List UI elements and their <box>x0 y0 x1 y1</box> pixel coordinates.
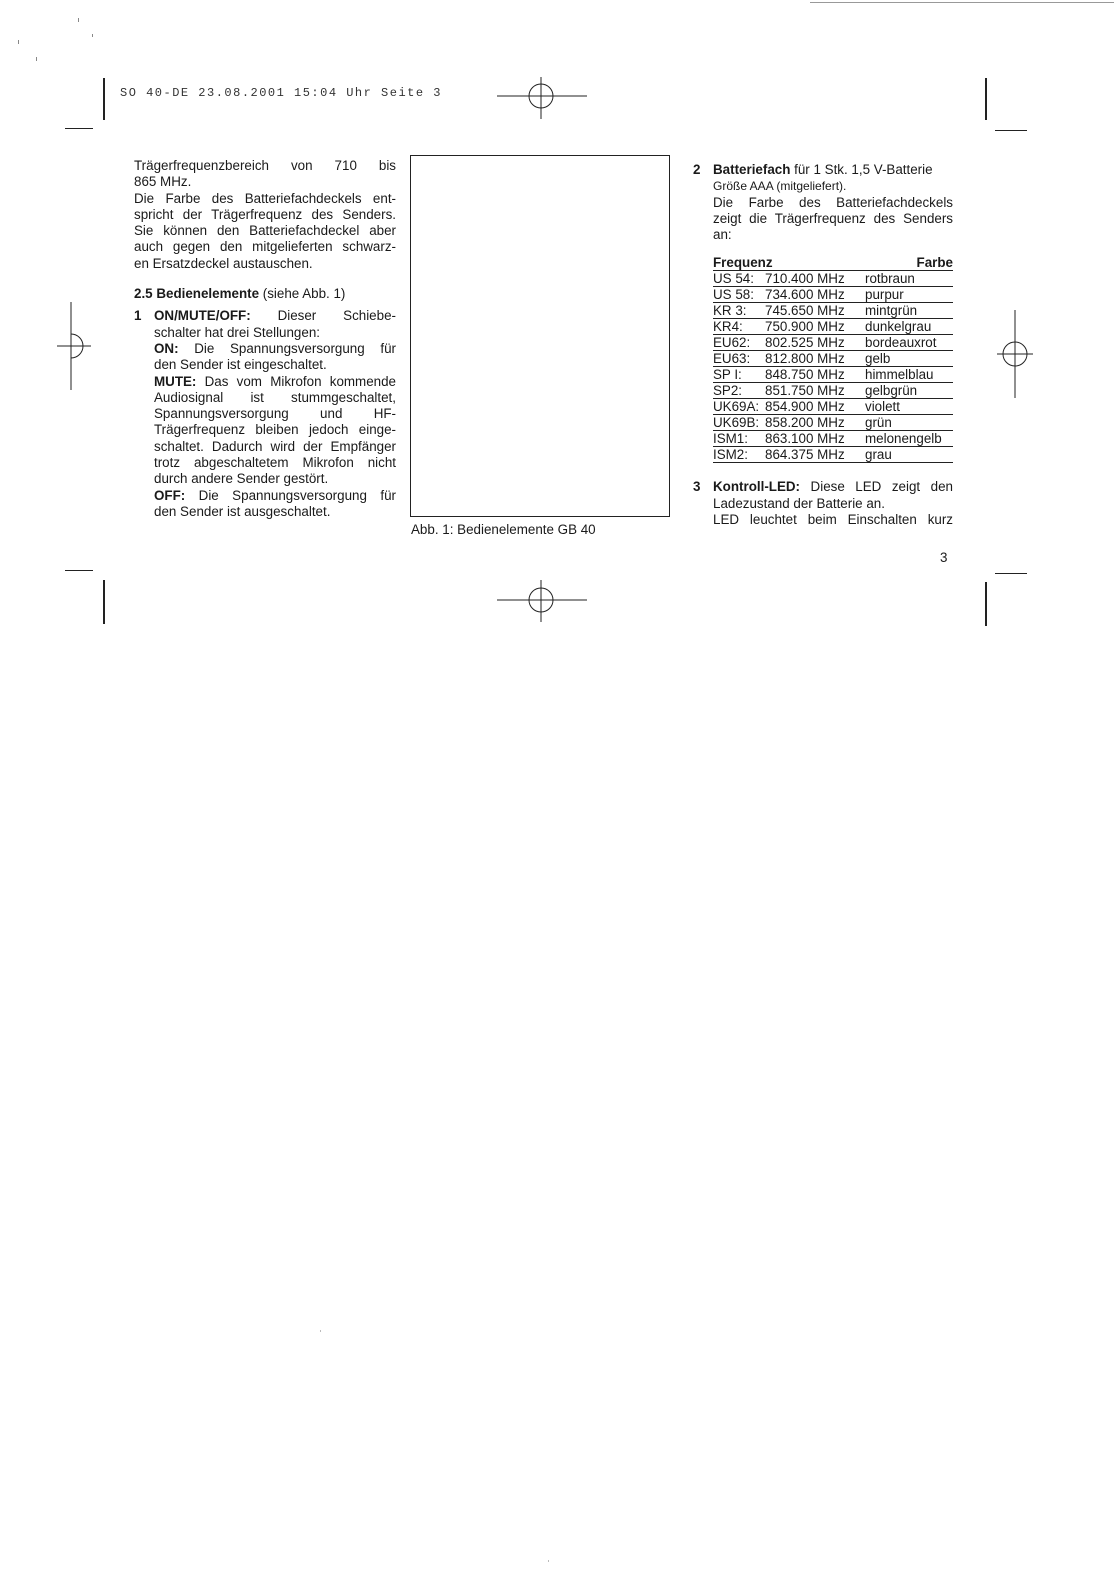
intro-line: 865 MHz. <box>134 174 192 190</box>
frequency-value: 710.400 MHz <box>765 271 865 287</box>
speck <box>548 1560 549 1562</box>
item-line: ON/MUTE/OFF: Dieser Schiebe- <box>154 308 396 324</box>
top-edge-rule <box>810 2 1114 3</box>
table-row <box>713 271 953 287</box>
item-line: zeigt die Trägerfrequenz des Senders <box>713 210 953 226</box>
item-line: ON: Die Spannungsversorgung für <box>154 340 396 356</box>
channel-code: US 54: <box>713 271 765 287</box>
cover-color: melonengelb <box>865 431 953 447</box>
channel-code: KR4: <box>713 319 765 335</box>
crop-mark-top-left-vertical <box>103 78 105 120</box>
intro-line: Trägerfrequenzbereich von 710 bis <box>134 158 396 173</box>
left-column <box>134 158 396 520</box>
table-row <box>713 415 953 431</box>
channel-code: SP2: <box>713 383 765 399</box>
frequency-color-table <box>713 255 953 463</box>
speck <box>78 18 79 22</box>
item-number: 2 <box>693 162 701 177</box>
section-ref: (siehe Abb. 1) <box>259 286 346 302</box>
table-row <box>713 335 953 351</box>
frequency-value: 851.750 MHz <box>765 383 865 399</box>
frequency-value: 745.650 MHz <box>765 303 865 319</box>
table-row <box>713 351 953 367</box>
item-line: schaltet. Dadurch wird der Empfänger <box>154 438 396 454</box>
item-line: Spannungsversorgung und HF- <box>154 406 396 422</box>
mute-label: MUTE: <box>154 373 197 389</box>
registration-mark-right <box>995 308 1035 400</box>
cover-color: violett <box>865 399 953 415</box>
item-line: Audiosignal ist stummgeschaltet, <box>154 389 396 405</box>
channel-code: EU63: <box>713 351 765 367</box>
crop-mark-bottom-right-horizontal <box>995 573 1027 574</box>
on-label: ON: <box>154 340 179 356</box>
speck <box>320 1330 321 1332</box>
item-title: ON/MUTE/OFF: <box>154 308 251 324</box>
item-line: Trägerfrequenz bleiben jedoch einge- <box>154 422 396 438</box>
channel-code: KR 3: <box>713 303 765 319</box>
item-line: Kontroll-LED: Diese LED zeigt den <box>713 479 953 495</box>
header-frequency: Frequenz <box>713 255 865 271</box>
item-line: Größe AAA (mitgeliefert). <box>713 179 847 194</box>
crop-mark-bottom-right-vertical <box>985 582 987 626</box>
crop-mark-top-right-horizontal <box>995 130 1027 131</box>
cover-color: grau <box>865 447 953 463</box>
channel-code: UK69A: <box>713 399 765 415</box>
item-line: den Sender ist eingeschaltet. <box>154 357 327 373</box>
header-color: Farbe <box>865 255 953 271</box>
frequency-value: 750.900 MHz <box>765 319 865 335</box>
frequency-value: 734.600 MHz <box>765 287 865 303</box>
frequency-value: 812.800 MHz <box>765 351 865 367</box>
channel-code: ISM1: <box>713 431 765 447</box>
channel-code: US 58: <box>713 287 765 303</box>
table-row <box>713 319 953 335</box>
channel-code: SP I: <box>713 367 765 383</box>
item-number: 3 <box>693 479 701 495</box>
item-line: trotz abgeschaltetem Mikrofon nicht <box>154 455 396 471</box>
item-line: Ladezustand der Batterie an. <box>713 495 885 511</box>
channel-code: UK69B: <box>713 415 765 431</box>
table-row <box>713 287 953 303</box>
table-row <box>713 431 953 447</box>
color-para-line: spricht der Trägerfrequenz des Senders. <box>134 206 396 222</box>
registration-mark-left <box>55 300 95 392</box>
item-line: schalter hat drei Stellungen: <box>154 324 320 340</box>
item-on-mute-off <box>134 308 396 520</box>
item-line: Die Farbe des Batteriefachdeckels <box>713 194 953 210</box>
item-battery-compartment <box>693 162 953 243</box>
cover-color: gelbgrün <box>865 383 953 399</box>
cover-color: rotbraun <box>865 271 953 287</box>
cover-color: himmelblau <box>865 367 953 383</box>
table-row <box>713 399 953 415</box>
item-title: Kontroll-LED: <box>713 479 801 495</box>
section-title: 2.5 Bedienelemente <box>134 286 260 302</box>
registration-mark-top <box>495 75 590 121</box>
frequency-value: 863.100 MHz <box>765 431 865 447</box>
off-label: OFF: <box>154 487 186 503</box>
item-line: an: <box>713 227 732 243</box>
table-header-row <box>713 255 953 271</box>
table-row <box>713 447 953 463</box>
cover-color: bordeauxrot <box>865 335 953 351</box>
print-slug: SO 40-DE 23.08.2001 15:04 Uhr Seite 3 <box>120 86 442 100</box>
table-row <box>713 383 953 399</box>
section-heading <box>134 286 396 302</box>
speck <box>18 40 19 44</box>
frequency-value: 802.525 MHz <box>765 335 865 351</box>
frequency-value: 864.375 MHz <box>765 447 865 463</box>
table-row <box>713 303 953 319</box>
item-line: den Sender ist ausgeschaltet. <box>154 503 331 519</box>
item-line: OFF: Die Spannungsversorgung für <box>154 487 396 503</box>
cover-color: dunkelgrau <box>865 319 953 335</box>
color-para-line: Die Farbe des Batteriefachdeckels ent- <box>134 190 396 206</box>
registration-mark-bottom <box>495 578 590 624</box>
item-line: MUTE: Das vom Mikrofon kommende <box>154 373 396 389</box>
crop-mark-top-right-vertical <box>985 78 987 120</box>
figure-caption: Abb. 1: Bedienelemente GB 40 <box>411 522 596 537</box>
crop-mark-top-left-horizontal <box>65 128 93 129</box>
item-number: 1 <box>134 308 142 324</box>
crop-mark-bottom-left-vertical <box>103 580 105 624</box>
frequency-value: 854.900 MHz <box>765 399 865 415</box>
page-number: 3 <box>940 550 948 565</box>
channel-code: EU62: <box>713 335 765 351</box>
item-title: Batteriefach <box>713 162 791 177</box>
figure-frame <box>410 155 670 517</box>
frequency-value: 848.750 MHz <box>765 367 865 383</box>
cover-color: gelb <box>865 351 953 367</box>
color-para-line: en Ersatzdeckel austauschen. <box>134 255 313 271</box>
channel-code: ISM2: <box>713 447 765 463</box>
cover-color: purpur <box>865 287 953 303</box>
item-control-led <box>693 479 953 528</box>
item-line: LED leuchtet beim Einschalten kurz <box>713 512 953 528</box>
speck <box>36 57 37 61</box>
crop-mark-bottom-left-horizontal <box>65 570 93 571</box>
right-column <box>693 162 953 528</box>
item-line: Batteriefach für 1 Stk. 1,5 V-Batterie <box>713 162 933 177</box>
speck <box>92 34 93 37</box>
color-para-line: Sie können den Batteriefachdeckel aber <box>134 223 396 239</box>
color-para-line: auch gegen den mitgelieferten schwarz- <box>134 239 396 255</box>
table-row <box>713 367 953 383</box>
item-line: durch andere Sender gestört. <box>154 471 329 487</box>
cover-color: mintgrün <box>865 303 953 319</box>
frequency-value: 858.200 MHz <box>765 415 865 431</box>
cover-color: grün <box>865 415 953 431</box>
